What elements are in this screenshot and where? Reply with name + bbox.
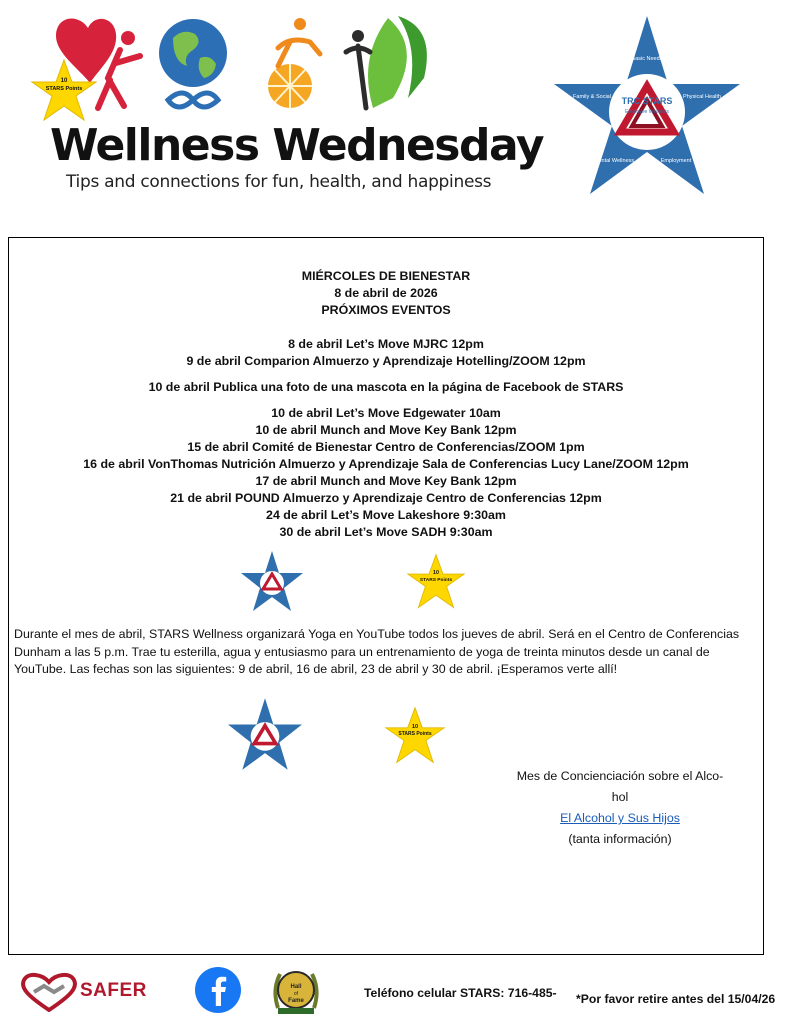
trc-star-point-top: Basic Needs bbox=[631, 56, 663, 62]
hall-of-fame-badge-icon bbox=[270, 964, 322, 1018]
stars-phone-text: Teléfono celular STARS: 716-485- bbox=[364, 986, 557, 1000]
event-item: 16 de abril VonThomas Nutrición Almuerzo y Aprendizaje Sala de Conferencias Lucy Lane/ZOOM 12pm bbox=[83, 457, 689, 471]
awareness-title-cont: hol bbox=[611, 790, 629, 804]
svg-text:Fame: Fame bbox=[288, 998, 304, 1004]
svg-text:Hall: Hall bbox=[290, 984, 302, 990]
points-label-text: STARS Points bbox=[45, 86, 83, 92]
awareness-block bbox=[500, 766, 740, 850]
events-group-2 bbox=[8, 405, 764, 541]
facebook-icon[interactable] bbox=[194, 966, 242, 1014]
yoga-paragraph: Durante el mes de abril, STARS Wellness organizará Yoga en YouTube todos los jueves de abril. Será en el Centro de Conferencias Dunham a las 5 p.m. Trae tu esterilla, agua y entusiasmo para un entrenamiento de yoga de treinta minutos desde un canal de YouTube. Las fechas son las siguientes: 9 de abril, 16 de abril, 23 de abril y 30 de abril. ¡Esperamos verte allí! bbox=[14, 627, 740, 676]
trc-stars-star-logo bbox=[552, 14, 742, 196]
svg-text:of: of bbox=[293, 991, 299, 997]
trc-star-point-bottom-right: Employment bbox=[660, 158, 692, 164]
trc-star-point-left: Family & Social bbox=[573, 94, 611, 100]
points-label-text: STARS Points bbox=[398, 731, 432, 738]
alcohol-resource-link[interactable]: El Alcohol y Sus Hijos bbox=[560, 811, 680, 825]
event-item: 30 de abril Let’s Move SADH 9:30am bbox=[279, 525, 493, 539]
points-number-text: 10 bbox=[411, 723, 419, 730]
page-title: Wellness Wednesday bbox=[50, 120, 544, 171]
events-single bbox=[8, 379, 764, 396]
trc-star-point-right: Physical Health bbox=[683, 94, 721, 100]
orange-runner-icon bbox=[268, 18, 320, 108]
event-item: 10 de abril Munch and Move Key Bank 12pm bbox=[255, 423, 517, 437]
heading-title: MIÉRCOLES DE BIENESTAR bbox=[301, 269, 471, 283]
heading-subtitle: PRÓXIMOS EVENTOS bbox=[321, 303, 451, 317]
remove-by-note: *Por favor retire antes del 15/04/26 bbox=[576, 992, 776, 1006]
points-number-text: 10 bbox=[433, 570, 439, 577]
event-item: 15 de abril Comité de Bienestar Centro de Conferencias/ZOOM 1pm bbox=[187, 440, 585, 454]
heading-date: 8 de abril de 2026 bbox=[334, 286, 438, 300]
points-label-text: STARS Points bbox=[419, 578, 453, 584]
awareness-note: (tanta información) bbox=[568, 832, 672, 846]
stars-points-badge-mid-2 bbox=[384, 706, 446, 766]
leaf-figure-icon bbox=[346, 16, 427, 108]
safer-heart-logo-icon bbox=[18, 972, 80, 1012]
trc-star-title: TRC STARS bbox=[621, 96, 673, 106]
trc-star-small-1 bbox=[240, 550, 304, 612]
event-item: 9 de abril Comparion Almuerzo y Aprendizaje Hotelling/ZOOM 12pm bbox=[186, 354, 586, 368]
globe-meditation-icon bbox=[159, 19, 227, 107]
heading-block bbox=[8, 268, 764, 319]
event-item: 10 de abril Let’s Move Edgewater 10am bbox=[271, 406, 501, 420]
page-tagline: Tips and connections for fun, health, and happiness bbox=[66, 172, 492, 192]
event-item: 17 de abril Munch and Move Key Bank 12pm bbox=[255, 474, 517, 488]
points-number-text: 10 bbox=[60, 78, 68, 84]
trc-star-subtitle: Employee Wellness bbox=[625, 109, 669, 115]
event-item: 24 de abril Let’s Move Lakeshore 9:30am bbox=[266, 508, 506, 522]
stars-points-badge-header bbox=[30, 58, 98, 124]
events-group-1 bbox=[8, 336, 764, 370]
trc-star-small-2 bbox=[226, 697, 304, 771]
event-item: 10 de abril Publica una foto de una mascota en la página de Facebook de STARS bbox=[148, 380, 624, 394]
stars-points-badge-mid-1 bbox=[406, 553, 466, 611]
safer-logo-text: SAFER bbox=[80, 980, 147, 1001]
event-item: 8 de abril Let’s Move MJRC 12pm bbox=[288, 337, 484, 351]
awareness-title: Mes de Concienciación sobre el Alco- bbox=[516, 769, 724, 783]
event-item: 21 de abril POUND Almuerzo y Aprendizaje Centro de Conferencias 12pm bbox=[170, 491, 602, 505]
trc-star-point-bottom-left: Mental Wellness bbox=[593, 158, 635, 164]
